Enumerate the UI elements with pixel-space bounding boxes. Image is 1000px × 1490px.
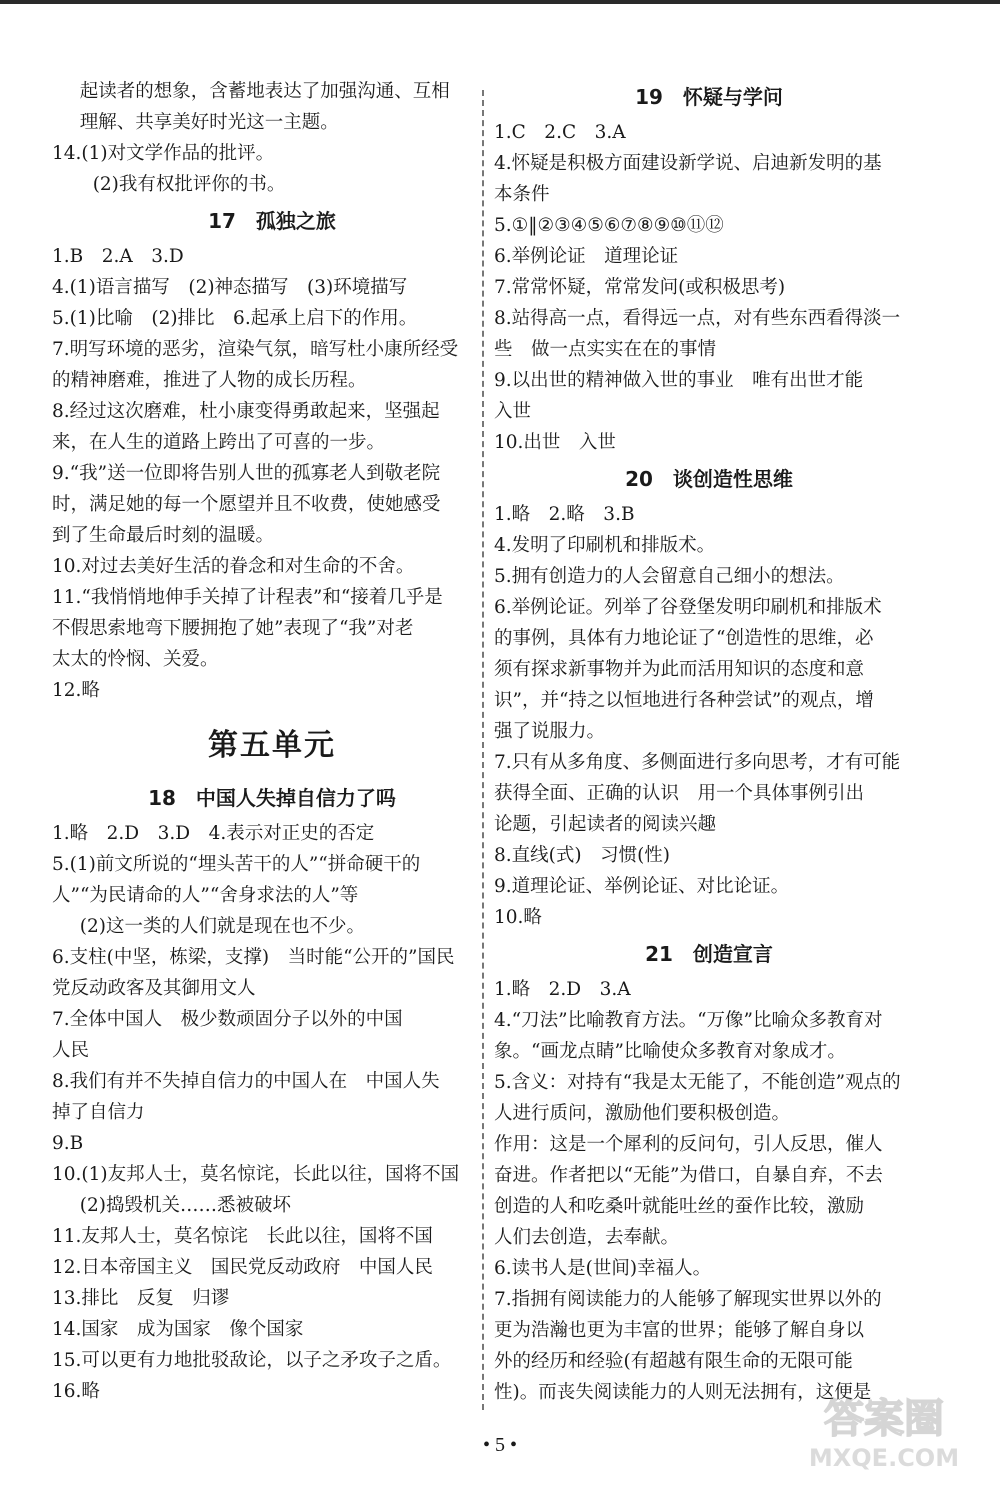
answer-line: 来，在人生的道路上跨出了可喜的一步。: [52, 432, 386, 453]
answer-line: 12.略: [52, 680, 100, 701]
answer-line: 起读者的想象，含蓄地表达了加强沟通、互相: [79, 81, 450, 102]
answer-line: 10.对过去美好生活的眷念和对生命的不舍。: [52, 556, 415, 577]
answer-line: 党反动政客及其御用文人: [52, 978, 256, 999]
answer-line: 7.指拥有阅读能力的人能够了解现实世界以外的: [494, 1289, 882, 1310]
answer-line: 人进行质问，激励他们要积极创造。: [494, 1103, 791, 1124]
answer-line: 不假思索地弯下腰拥抱了她”表现了“我”对老: [52, 618, 414, 639]
page-number: • 5 •: [482, 1434, 517, 1456]
answer-line: 4.怀疑是积极方面建设新学说、启迪新发明的基: [494, 153, 882, 174]
answer-line: 6.举例论证。列举了谷登堡发明印刷机和排版术: [494, 597, 882, 618]
answer-line: 创造的人和吃桑叶就能吐丝的蚕作比较，激励: [494, 1196, 865, 1217]
answer-line: 9.“我”送一位即将告别人世的孤寡老人到敬老院: [52, 463, 441, 484]
answer-line: 8.站得高一点，看得远一点，对有些东西看得淡一: [494, 308, 901, 329]
right-column: [494, 76, 924, 1408]
answer-line: 7.常常怀疑，常常发问(或积极思考): [494, 277, 786, 298]
watermark-title: 答案圈: [824, 1396, 944, 1442]
answer-line: 作用：这是一个犀利的反问句，引人反思，催人: [494, 1134, 883, 1155]
answer-line: 论题，引起读者的阅读兴趣: [494, 814, 717, 835]
answer-line: 须有探求新事物并为此而活用知识的态度和意: [494, 659, 865, 680]
answer-line: 些 做一点实实在在的事情: [494, 339, 717, 360]
answer-line: 13.排比 反复 归谬: [52, 1288, 230, 1309]
answer-line: 1.B 2.A 3.D: [52, 246, 184, 267]
answer-line: 14.国家 成为国家 像个国家: [52, 1319, 304, 1340]
unit-title: 第五单元: [208, 728, 336, 763]
top-border: [0, 0, 1000, 4]
answer-line: 更为浩瀚也更为丰富的世界；能够了解自身以: [494, 1320, 865, 1341]
answer-line: 10.(1)友邦人士，莫名惊诧，长此以往，国将不国: [52, 1164, 460, 1185]
answer-line: 人们去创造，去奉献。: [494, 1227, 680, 1248]
answer-line: 9.道理论证、举例论证、对比论证。: [494, 876, 790, 897]
answer-line: 14.(1)对文学作品的批评。: [52, 143, 275, 164]
answer-line: 6.举例论证 道理论证: [494, 246, 679, 267]
section-heading: 18 中国人失掉自信力了吗: [148, 786, 396, 810]
answer-line: 人”“为民请命的人”“舍身求法的人”等: [52, 885, 359, 906]
section-heading: 21 创造宣言: [645, 942, 773, 966]
answer-line: 4.(1)语言描写 (2)神态描写 (3)环境描写: [52, 277, 408, 298]
answer-line: 5.含义：对持有“我是太无能了，不能创造”观点的: [494, 1072, 901, 1093]
section-heading: 19 怀疑与学问: [635, 85, 783, 109]
column-divider: [482, 90, 484, 1410]
answer-line: 11.友邦人士，莫名惊诧 长此以往，国将不国: [52, 1226, 433, 1247]
answer-line: 的事例，具体有力地论证了“创造性的思维，必: [494, 628, 874, 649]
answer-line: 9.以出世的精神做入世的事业 唯有出世才能: [494, 370, 864, 391]
answer-line: 本条件: [494, 184, 550, 205]
answer-line: (2)我有权批评你的书。: [92, 174, 286, 195]
answer-line: 4.“刀法”比喻教育方法。“万像”比喻众多教育对: [494, 1010, 883, 1031]
answer-line: 7.全体中国人 极少数顽固分子以外的中国: [52, 1009, 403, 1030]
answer-line: 性)。而丧失阅读能力的人则无法拥有，这便是: [494, 1382, 872, 1403]
answer-line: 6.支柱(中坚，栋梁，支撑) 当时能“公开的”国民: [52, 947, 455, 968]
answer-line: 人民: [52, 1040, 90, 1061]
answer-line: 8.经过这次磨难，杜小康变得勇敢起来，坚强起: [52, 401, 440, 422]
answer-line: 12.日本帝国主义 国民党反动政府 中国人民: [52, 1257, 433, 1278]
answer-line: 10.出世 入世: [494, 432, 616, 453]
answer-line: 5.(1)前文所说的“埋头苦干的人”“拼命硬干的: [52, 854, 421, 875]
answer-line: 7.明写环境的恶劣，渲染气氛，暗写杜小康所经受: [52, 339, 459, 360]
answer-line: 6.读书人是(世间)幸福人。: [494, 1258, 712, 1279]
answer-line: 11.“我悄悄地伸手关掉了计程表”和“接着几乎是: [52, 587, 443, 608]
answer-line: (2)捣毁机关……悉被破坏: [79, 1195, 291, 1216]
answer-line: 入世: [494, 401, 532, 422]
answer-line: 8.直线(式) 习惯(性): [494, 845, 671, 866]
answer-line: 掉了自信力: [52, 1102, 145, 1123]
answer-line: 到了生命最后时刻的温暖。: [52, 525, 275, 546]
answer-line: 象。“画龙点睛”比喻使众多教育对象成才。: [494, 1041, 846, 1062]
watermark-logo: [784, 1386, 984, 1476]
answer-line: 1.略 2.D 3.D 4.表示对正史的否定: [52, 823, 375, 844]
answer-line: 9.B: [52, 1133, 84, 1154]
answer-line: 10.略: [494, 907, 542, 928]
answer-line: 1.C 2.C 3.A: [494, 122, 626, 143]
answer-line: 的精神磨难，推进了人物的成长历程。: [52, 370, 367, 391]
answer-line: 8.我们有并不失掉自信力的中国人在 中国人失: [52, 1071, 440, 1092]
answer-line: (2)这一类的人们就是现在也不少。: [79, 916, 365, 937]
answer-line: 16.略: [52, 1381, 100, 1402]
answer-line: 15.可以更有力地批驳敌论，以子之矛攻子之盾。: [52, 1350, 452, 1371]
answer-line: 5.①‖②③④⑤⑥⑦⑧⑨⑩⑪⑫: [494, 215, 724, 236]
watermark-url: MXQE.COM: [808, 1444, 960, 1472]
left-column: [52, 76, 492, 1407]
answer-line: 理解、共享美好时光这一主题。: [79, 112, 339, 133]
answer-line: 外的经历和经验(有超越有限生命的无限可能: [494, 1351, 853, 1372]
answer-line: 强了说服力。: [494, 721, 606, 742]
answer-line: 奋进。作者把以“无能”为借口，自暴自弃，不去: [494, 1165, 883, 1186]
answer-line: 1.略 2.略 3.B: [494, 504, 635, 525]
answer-line: 识”，并“持之以恒地进行各种尝试”的观点，增: [494, 690, 874, 711]
section-heading: 17 孤独之旅: [208, 209, 336, 233]
section-heading: 20 谈创造性思维: [625, 467, 793, 491]
answer-line: 太太的怜悯、关爱。: [52, 649, 219, 670]
answer-line: 5.(1)比喻 (2)排比 6.起承上启下的作用。: [52, 308, 418, 329]
answer-line: 时，满足她的每一个愿望并且不收费，使她感受: [52, 494, 441, 515]
answer-line: 获得全面、正确的认识 用一个具体事例引出: [494, 783, 865, 804]
answer-line: 7.只有从多角度、多侧面进行多向思考，才有可能: [494, 752, 901, 773]
answer-line: 1.略 2.D 3.A: [494, 979, 631, 1000]
answer-line: 4.发明了印刷机和排版术。: [494, 535, 716, 556]
answer-line: 5.拥有创造力的人会留意自己细小的想法。: [494, 566, 845, 587]
